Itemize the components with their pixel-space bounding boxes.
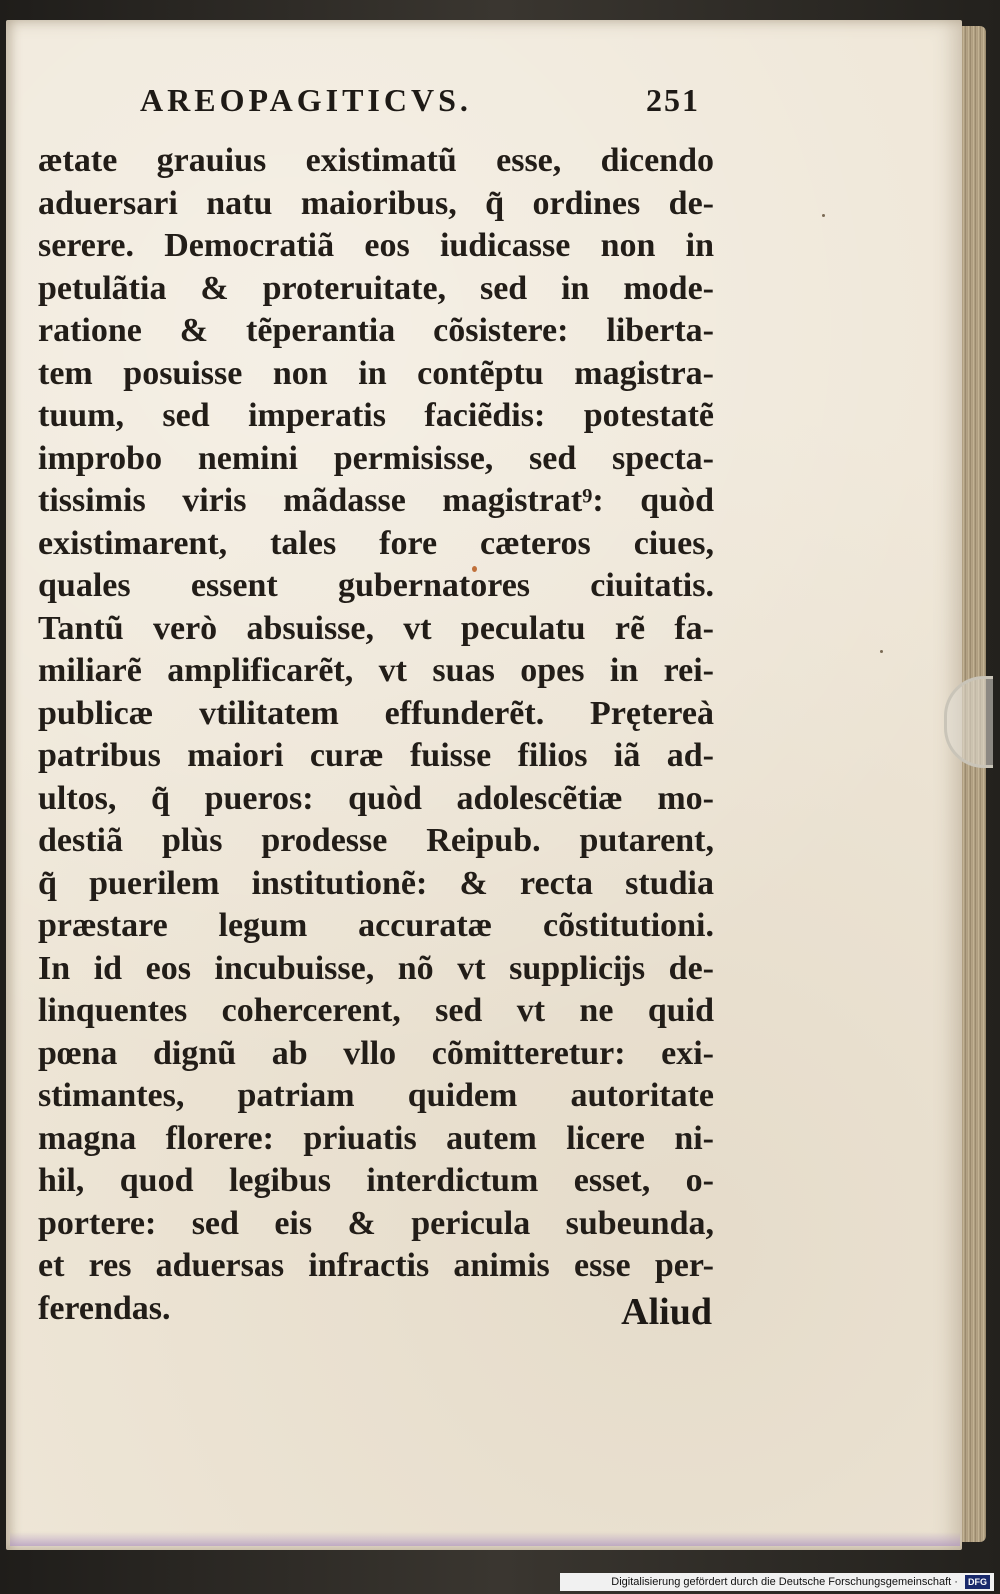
text-line: portere: sed eis & pericula subeunda, [38, 1204, 714, 1242]
text-line: Tantũ verò absuisse, vt peculatu rẽ fa- [38, 609, 714, 647]
paper-speck [880, 650, 883, 653]
paper-speck [822, 214, 825, 217]
text-line: In id eos incubuisse, nõ vt supplicĳs de- [38, 949, 714, 987]
text-line: petulãtia & proteruitate, sed in mode- [38, 269, 714, 307]
digitization-credit [560, 1573, 994, 1591]
text-line: serere. Democratiã eos iudicasse non in [38, 227, 714, 264]
text-line: publicæ vtilitatem effunderẽt. Prętereà [38, 694, 714, 732]
dfg-logo: DFG [965, 1575, 990, 1589]
text-line: ætate grauius existimatũ esse, dicendo [38, 142, 714, 179]
text-line: existimarent, tales fore cæteros ciues, [38, 524, 714, 562]
running-head: AREOPAGITICVS. [140, 82, 472, 118]
text-line: tuum, sed imperatis faciẽdis: potestatẽ [38, 397, 714, 434]
text-line: magna florere: priuatis autem licere ni- [38, 1119, 714, 1157]
text-line: ratione & tẽperantia cõsistere: liberta- [38, 312, 714, 349]
text-line: tissimis viris mãdasse magistrat⁹: quòd [38, 482, 714, 519]
page-bottom-tint [10, 1532, 960, 1546]
text-line: hil, quod legibus interdictum esset, o- [38, 1162, 714, 1199]
catchword: Aliud [621, 1291, 712, 1333]
text-line: pœna dignũ ab vllo cõmitteretur: exi- [38, 1034, 714, 1072]
text-line: patribus maiori curæ fuisse filios iã ad- [38, 737, 714, 774]
text-line: quales essent gubernatores ciuitatis. [38, 567, 714, 604]
text-line: ultos, q̃ pueros: quòd adolescẽtiæ mo- [38, 779, 714, 817]
page-number: 251 [646, 82, 700, 118]
body-text [38, 140, 714, 1330]
credit-text: Digitalisierung gefördert durch die Deutsche Forschungsgemeinschaft · [611, 1576, 958, 1588]
text-line: aduersari natu maioribus, q̃ ordines de- [38, 184, 714, 222]
text-line: q̃ puerilem institutionẽ: & recta studia [38, 864, 714, 902]
text-line: præstare legum accuratæ cõstitutioni. [38, 907, 714, 944]
text-line: tem posuisse non in contẽptu magistra- [38, 354, 714, 392]
text-line: et res aduersas infractis animis esse per- [38, 1247, 714, 1284]
page-edge-stack [962, 26, 986, 1542]
text-line: linquentes cohercerent, sed vt ne quid [38, 992, 714, 1029]
text-line: destiã plùs prodesse Reipub. putarent, [38, 822, 714, 859]
text-line: ferendas. [38, 1289, 171, 1327]
text-line: improbo nemini permisisse, sed specta- [38, 439, 714, 477]
text-line: stimantes, patriam quidem autoritate [38, 1077, 714, 1114]
page-header [140, 82, 700, 124]
text-line: miliarẽ amplificarẽt, vt suas opes in rei- [38, 652, 714, 689]
